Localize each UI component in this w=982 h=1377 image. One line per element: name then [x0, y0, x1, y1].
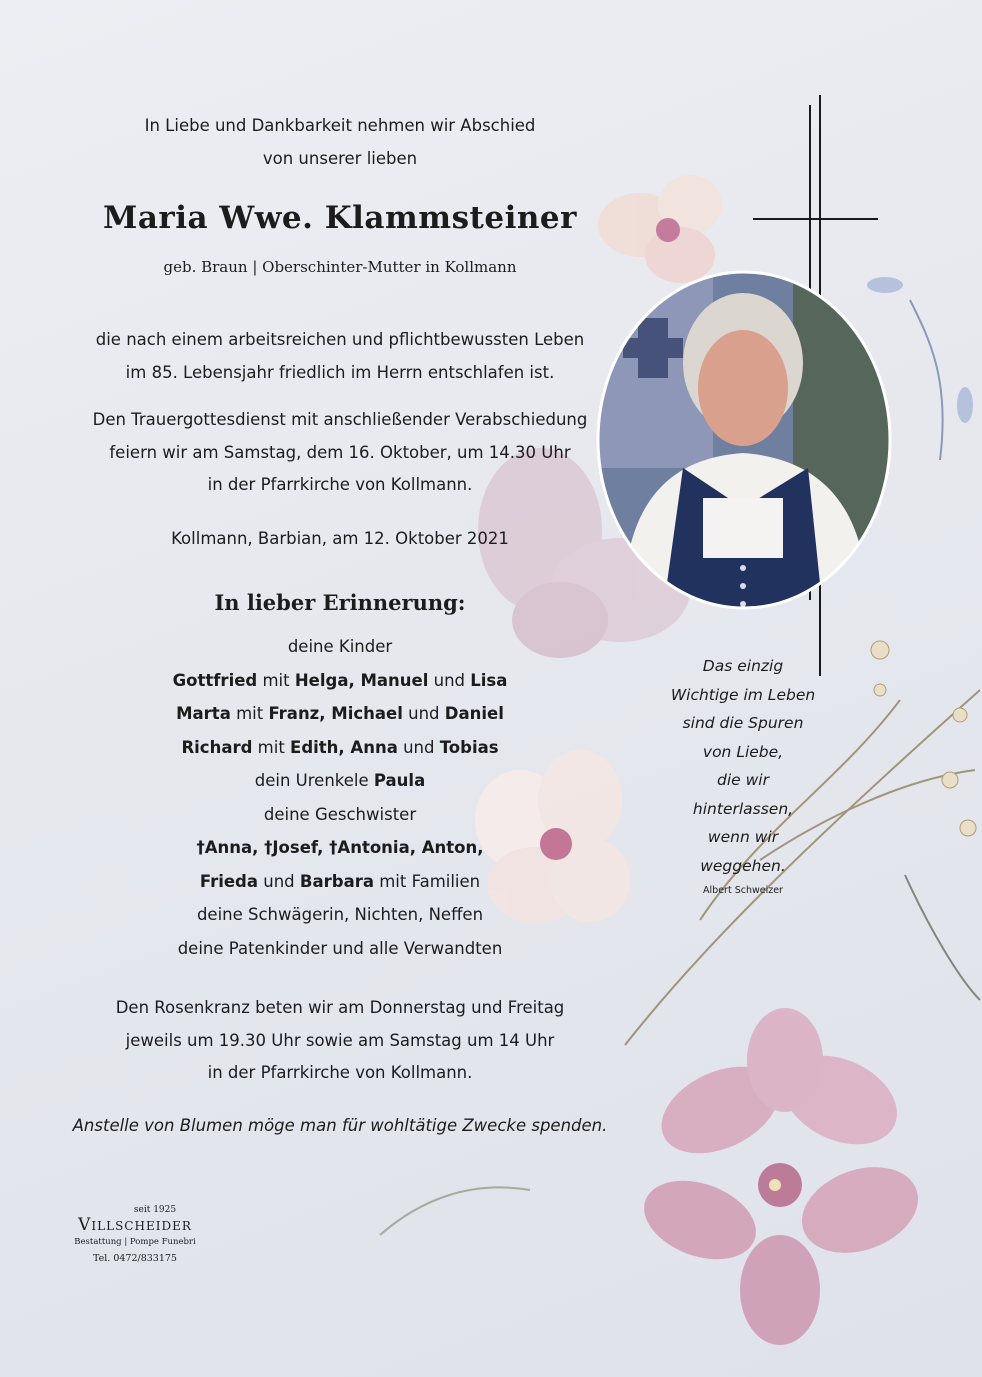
- family-line-6: Frieda und Barbara mit Familien: [199, 871, 481, 891]
- quote-line-3: sind die Spuren: [682, 714, 804, 732]
- rosary-block: [60, 992, 620, 1090]
- rosary-line-3: in der Pfarrkirche von Kollmann.: [207, 1063, 473, 1082]
- portrait-photo: [593, 268, 895, 612]
- intro-line-1: In Liebe und Dankbarkeit nehmen wir Abschied: [144, 116, 536, 135]
- funeral-line-1: Den Trauergottesdienst mit anschließender Verabschiedung: [92, 410, 588, 429]
- children-label: deine Kinder: [287, 637, 393, 656]
- siblings-label: deine Geschwister: [263, 804, 417, 824]
- funeral-block: [60, 404, 620, 502]
- donation-note-text: Anstelle von Blumen möge man für wohltätige Zwecke spenden.: [72, 1116, 608, 1135]
- mourners-list: [60, 630, 620, 965]
- quote-author: Albert Schweizer: [703, 885, 783, 896]
- quote-line-2: Wichtige im Leben: [670, 685, 816, 704]
- quote-line-6: wenn wir weggehen.: [700, 828, 786, 875]
- family-line-3: Richard mit Edith, Anna und Tobias: [181, 737, 499, 757]
- lily-bottom: [633, 1008, 930, 1345]
- memory-heading: [60, 590, 620, 615]
- family-line-8: deine Patenkinder und alle Verwandten: [177, 938, 503, 958]
- place-date-text: Kollmann, Barbian, am 12. Oktober 2021: [171, 529, 509, 548]
- funeral-line-3: in der Pfarrkirche von Kollmann.: [207, 475, 473, 494]
- family-line-4: dein Urenkele Paula: [254, 771, 426, 790]
- deceased-subtitle-text: geb. Braun | Oberschinter-Mutter in Kollmann: [163, 258, 517, 276]
- announcement-block: [60, 324, 620, 389]
- quote-line-4: von Liebe,: [702, 742, 784, 761]
- logo-name: Villscheider: [78, 1215, 192, 1235]
- logo-tagline: Bestattung | Pompe Funebri: [74, 1237, 196, 1247]
- quote-line-1: Das einzig: [702, 657, 784, 675]
- deceased-subtitle: [60, 258, 620, 276]
- deceased-name: [60, 200, 620, 236]
- intro-line-2: von unserer lieben: [262, 148, 418, 168]
- place-date: [60, 523, 620, 556]
- logo-phone: Tel. 0472/833175: [93, 1253, 177, 1264]
- donation-note: [40, 1110, 640, 1143]
- funeral-line-2: feiern wir am Samstag, dem 16. Oktober, um 14.30 Uhr: [109, 442, 571, 462]
- family-line-2: Marta mit Franz, Michael und Daniel: [176, 704, 504, 723]
- logo-since: seit 1925: [133, 1205, 177, 1215]
- small-blossoms: [871, 641, 976, 836]
- family-line-5: †Anna, †Josef, †Antonia, Anton,: [196, 838, 484, 857]
- family-line-1: Gottfried mit Helga, Manuel und Lisa: [172, 670, 508, 690]
- announcement-line-1: die nach einem arbeitsreichen und pflichtbewussten Leben: [95, 330, 585, 349]
- quote-line-5: die wir hinterlassen,: [692, 771, 794, 818]
- memorial-quote: [668, 652, 818, 902]
- rosary-line-2: jeweils um 19.30 Uhr sowie am Samstag um 14 Uhr: [125, 1030, 555, 1050]
- announcement-line-2: im 85. Lebensjahr friedlich im Herrn entschlafen ist.: [125, 362, 555, 382]
- undertaker-logo: [60, 1205, 210, 1264]
- memory-heading-text: In lieber Erinnerung:: [214, 590, 466, 615]
- intro-block: [60, 110, 620, 175]
- deceased-name-text: Maria Wwe. Klammsteiner: [103, 200, 577, 236]
- rosary-line-1: Den Rosenkranz beten wir am Donnerstag und Freitag: [115, 998, 565, 1017]
- family-line-7: deine Schwägerin, Nichten, Neffen: [196, 905, 484, 924]
